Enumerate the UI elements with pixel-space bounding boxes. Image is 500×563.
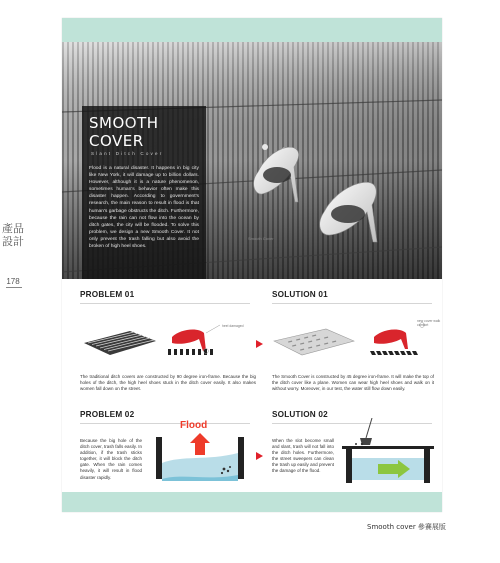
hero-photo [62, 42, 442, 279]
pebble-icon [262, 144, 268, 150]
spine-section-label: 產品設計 [2, 222, 24, 248]
problem-01-rule [80, 303, 250, 304]
problem-01-heading: PROBLEM 01 [80, 290, 135, 299]
heel-stuck-icon [168, 325, 220, 355]
solution-01-diagram [270, 311, 440, 361]
problem-02-text: Because the big hole of the ditch cover, trash falls easily. In addition, if the trash sticks together, it will block the ditch gate. When the rain comes heavily, it will result in flood disaster rapidly. [80, 438, 142, 480]
solution-02-heading: SOLUTION 02 [272, 410, 328, 419]
top-color-band [62, 18, 442, 42]
solution-01-heading: SOLUTION 01 [272, 290, 328, 299]
heel-walking-icon [370, 323, 424, 355]
problem-01-text: The traditional ditch covers are constructed by 90 degree iron-frame. Because the big holes of the ditch, the high heel shoes stuck in the ditch cover easily. It also makes women fall down on the street. [80, 374, 256, 392]
bottom-color-band [62, 492, 442, 512]
product-subtitle: Slant Ditch Cover [91, 151, 164, 156]
product-title: SMOOTH COVER [89, 114, 159, 150]
problem-02-rule [80, 423, 250, 424]
page-number-rule [6, 287, 22, 288]
problem-to-solution-arrow-icon [256, 340, 263, 348]
traditional-grate-icon [84, 331, 156, 355]
solution-02-diagram [342, 418, 436, 486]
clean-ditch-icon [342, 443, 434, 483]
problem-01-callout: heel damaged [222, 324, 244, 328]
solution-01-text: The Smooth Cover is constructed by 45 degree iron-frame. It will make the top of the ditch cover like a plane. Women can wear high heel shoes and walk on it without worry. Moreover, in our test, the water still flow down easily. [272, 374, 434, 392]
flood-label: Flood [180, 420, 208, 431]
poster-page [62, 18, 442, 512]
solution-02-text: When the slot become small and slant, trash will not fall into the ditch holes. Furthermore, the street sweepers can clean the trash up easily and prevent the damage of the flood. [272, 438, 334, 474]
photo-caption: Smooth Cover [248, 236, 274, 241]
intro-paragraph: Flood is a natural disaster. It happens in big city like New York, it will damage up to billion dollars. However, although it is a nature phenomenon, sometimes human's behavior often make this disaster happen. According to government's research, the main reason to result in flood is that human's garbage obstructs the ditch. Furthermore, because the rain can not flow into the ocean by ditch gates, the city will be flooded. To solve this problem, we design a new Smooth Cover. It not only prevent the trash falling but also avoid the broken of high heel shoes. [89, 166, 199, 250]
solution-01-rule [272, 303, 432, 304]
flood-ditch-icon [156, 433, 244, 481]
problem-02-diagram [152, 433, 250, 485]
hero-title-panel [82, 106, 206, 279]
problem-01-diagram [80, 311, 250, 361]
solution-01-callout: new cover walk comfort [417, 319, 441, 327]
sweeper-broom-icon [360, 418, 372, 445]
smooth-cover-grate-icon [274, 329, 354, 355]
page-number: 178 [6, 277, 20, 286]
problem-02-heading: PROBLEM 02 [80, 410, 135, 419]
problem-to-solution-arrow-2-icon [256, 452, 263, 460]
footer-caption: Smooth cover 參賽展版 [367, 523, 446, 531]
